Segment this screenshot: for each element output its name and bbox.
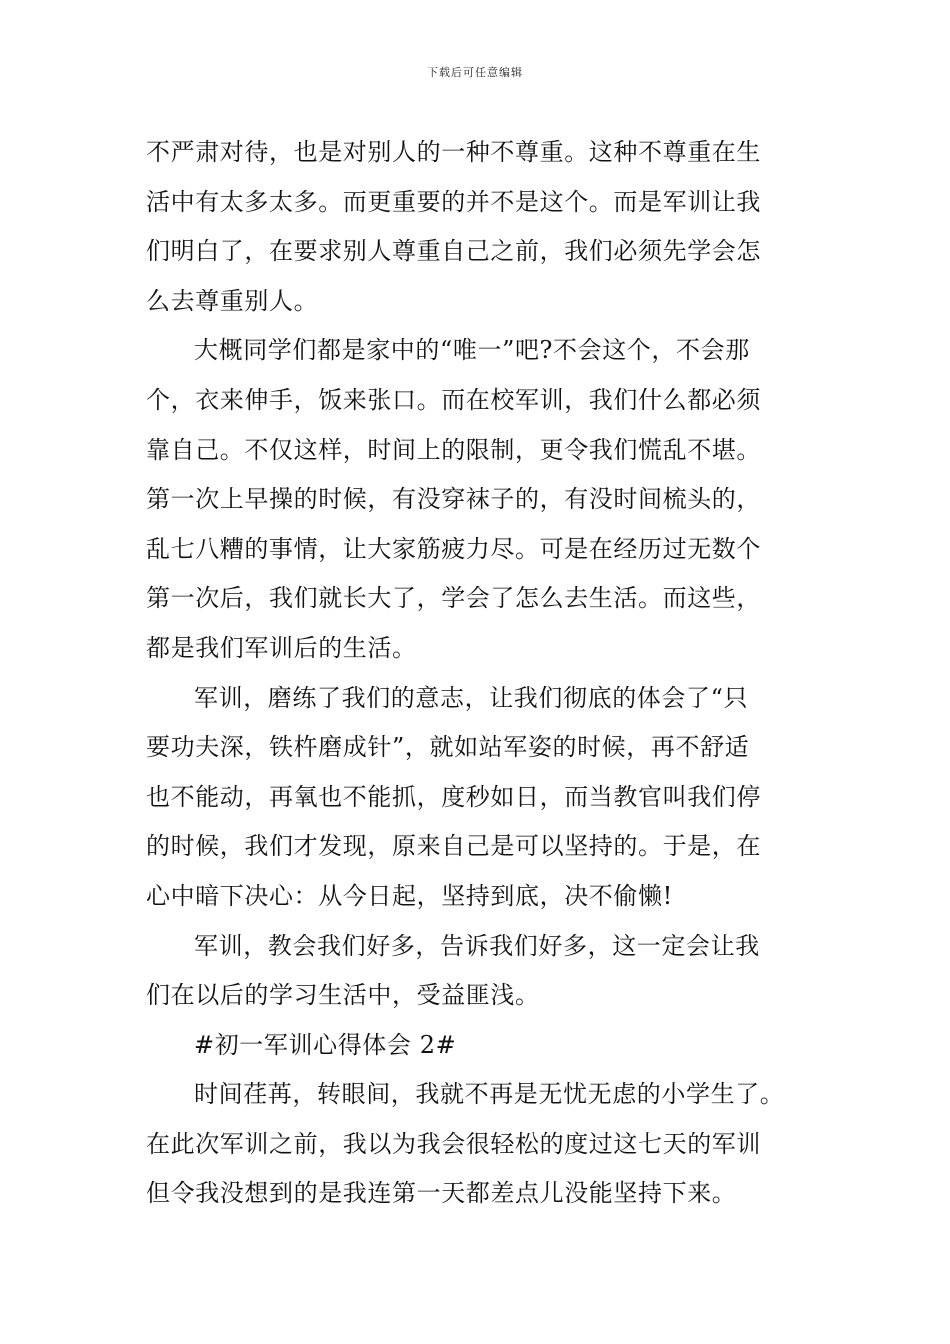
paragraph-first-line: 军训，磨练了我们的意志，让我们彻底的体会了“只 [194, 683, 749, 712]
text-line: 们明白了，在要求别人尊重自己之前，我们必须先学会怎 [146, 237, 761, 266]
page-header-note: 下载后可任意编辑 [427, 66, 523, 79]
text-line: 活中有太多太多。而更重要的并不是这个。而是军训让我 [146, 187, 761, 216]
text-line: 乱七八糟的事情，让大家筋疲力尽。可是在经历过无数个 [146, 534, 761, 563]
text-line: 都是我们军训后的生活。 [146, 633, 417, 662]
text-line: 个，衣来伸手，饭来张口。而在校军训，我们什么都必须 [146, 385, 761, 414]
text-line: 但令我没想到的是我连第一天都差点儿没能坚持下来。 [146, 1179, 737, 1208]
text-line: 不严肃对待，也是对别人的一种不尊重。这种不尊重在生 [146, 138, 761, 166]
section-heading: #初一军训心得体会 2# [194, 1030, 457, 1059]
text-line: 要功夫深，铁杵磨成针”，就如站军姿的时候，再不舒适 [146, 733, 750, 762]
paragraph-first-line: 大概同学们都是家中的“唯一”吧?不会这个，不会那 [194, 336, 750, 365]
text-line: 心中暗下决心：从今日起，坚持到底，决不偷懒! [146, 881, 673, 910]
text-line: 第一次后，我们就长大了，学会了怎么去生活。而这些， [146, 584, 761, 613]
text-line: 么去尊重别人。 [146, 286, 319, 315]
text-line: 也不能动，再氧也不能抓，度秒如日，而当教官叫我们停 [146, 782, 761, 811]
paragraph-first-line: 时间荏苒，转眼间，我就不再是无忧无虑的小学生了。 [194, 1080, 785, 1109]
document-body [146, 128, 836, 1219]
text-line: 们在以后的学习生活中，受益匪浅。 [146, 981, 540, 1010]
text-line: 第一次上早操的时候，有没穿袜子的，有没时间梳头的， [146, 485, 761, 514]
text-line: 在此次军训之前，我以为我会很轻松的度过这七天的军训 [146, 1129, 761, 1158]
paragraph-first-line: 军训，教会我们好多，告诉我们好多，这一定会让我 [194, 931, 760, 960]
text-line: 的时候，我们才发现，原来自己是可以坚持的。于是，在 [146, 832, 761, 861]
text-line: 靠自己。不仅这样，时间上的限制，更令我们慌乱不堪。 [146, 435, 761, 464]
